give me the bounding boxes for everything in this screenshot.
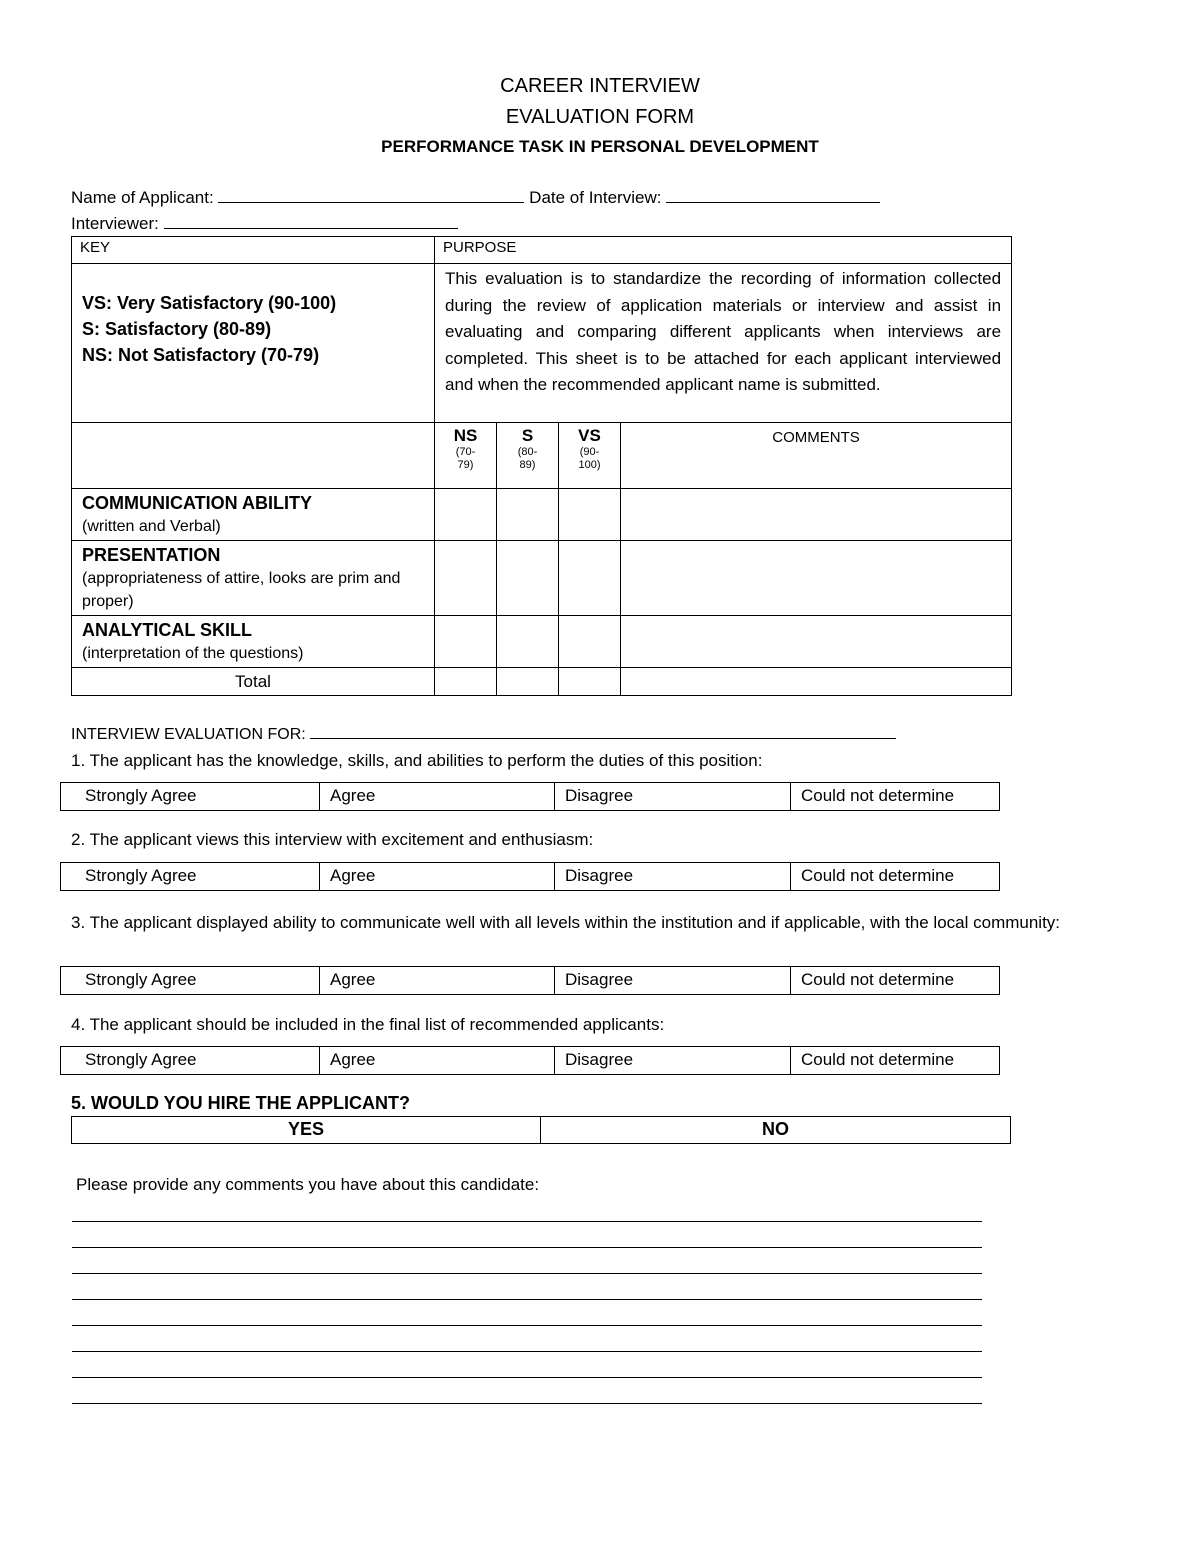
criterion-desc: (interpretation of the questions) bbox=[82, 645, 304, 662]
score-cell-vs[interactable] bbox=[559, 541, 621, 616]
option-agree[interactable]: Agree bbox=[320, 863, 555, 891]
score-cell-vs[interactable] bbox=[559, 616, 621, 668]
score-col-code: VS bbox=[578, 426, 601, 445]
total-label: Total bbox=[72, 668, 435, 696]
hire-no-option[interactable]: NO bbox=[541, 1117, 1011, 1144]
rating-table bbox=[71, 236, 1012, 696]
evaluation-for-label: INTERVIEW EVALUATION FOR: bbox=[71, 726, 306, 743]
question-3: 3. The applicant displayed ability to communicate well with all levels within the institution and if applicable, with the local community: bbox=[71, 913, 1061, 932]
comment-line bbox=[72, 1403, 982, 1404]
question-2: 2. The applicant views this interview with excitement and enthusiasm: bbox=[71, 830, 594, 849]
question-1: 1. The applicant has the knowledge, skills, and abilities to perform the duties of this position: bbox=[71, 751, 763, 770]
option-could-not-determine[interactable]: Could not determine bbox=[791, 863, 1000, 891]
applicant-label: Name of Applicant: bbox=[71, 188, 214, 207]
score-col-range: (90- bbox=[579, 446, 600, 458]
option-agree[interactable]: Agree bbox=[320, 1047, 555, 1075]
form-title-line1: CAREER INTERVIEW bbox=[500, 75, 700, 97]
hire-options bbox=[71, 1116, 1011, 1144]
key-vs: VS: Very Satisfactory (90-100) bbox=[82, 293, 337, 313]
score-col-code: S bbox=[521, 426, 534, 445]
score-cell-ns[interactable] bbox=[435, 541, 497, 616]
score-cell-s[interactable] bbox=[497, 616, 559, 668]
option-agree[interactable]: Agree bbox=[320, 783, 555, 811]
option-disagree[interactable]: Disagree bbox=[555, 967, 791, 995]
option-disagree[interactable]: Disagree bbox=[555, 783, 791, 811]
comment-line bbox=[72, 1299, 982, 1300]
criterion-desc: (written and Verbal) bbox=[82, 518, 221, 535]
total-comment-cell[interactable] bbox=[621, 668, 1012, 696]
comments-prompt: Please provide any comments you have about this candidate: bbox=[76, 1175, 540, 1194]
interviewer-label: Interviewer: bbox=[71, 214, 159, 233]
hire-yes-option[interactable]: YES bbox=[72, 1117, 541, 1144]
score-cell-ns[interactable] bbox=[435, 616, 497, 668]
applicant-name-field[interactable] bbox=[218, 188, 524, 203]
score-cell-ns[interactable] bbox=[435, 489, 497, 541]
option-could-not-determine[interactable]: Could not determine bbox=[791, 783, 1000, 811]
applicant-date-row bbox=[71, 188, 880, 208]
option-strongly-agree[interactable]: Strongly Agree bbox=[61, 1047, 320, 1075]
total-cell-vs[interactable] bbox=[559, 668, 621, 696]
key-s: S: Satisfactory (80-89) bbox=[82, 319, 272, 339]
option-could-not-determine[interactable]: Could not determine bbox=[791, 967, 1000, 995]
question-4-options bbox=[60, 1046, 1000, 1075]
criteria-header-blank bbox=[72, 423, 435, 489]
comment-cell[interactable] bbox=[621, 541, 1012, 616]
option-disagree[interactable]: Disagree bbox=[555, 1047, 791, 1075]
comment-cell[interactable] bbox=[621, 489, 1012, 541]
question-2-options bbox=[60, 862, 1000, 891]
comment-line bbox=[72, 1351, 982, 1352]
criterion-title: COMMUNICATION ABILITY bbox=[82, 493, 312, 513]
total-cell-s[interactable] bbox=[497, 668, 559, 696]
option-could-not-determine[interactable]: Could not determine bbox=[791, 1047, 1000, 1075]
date-label: Date of Interview: bbox=[529, 188, 662, 207]
question-4: 4. The applicant should be included in the final list of recommended applicants: bbox=[71, 1015, 665, 1034]
score-col-code: NS bbox=[453, 426, 478, 445]
evaluation-for-field[interactable] bbox=[310, 724, 896, 739]
key-legend bbox=[72, 264, 435, 423]
criterion-desc: (appropriateness of attire, looks are prim and proper) bbox=[82, 570, 401, 610]
interview-date-field[interactable] bbox=[666, 188, 880, 203]
criterion-title: PRESENTATION bbox=[82, 545, 221, 565]
criterion-title: ANALYTICAL SKILL bbox=[82, 620, 253, 640]
comments-header: COMMENTS bbox=[621, 423, 1012, 489]
evaluation-for-row bbox=[71, 724, 896, 744]
comment-cell[interactable] bbox=[621, 616, 1012, 668]
option-agree[interactable]: Agree bbox=[320, 967, 555, 995]
key-header: KEY bbox=[72, 237, 435, 264]
score-col-s bbox=[497, 423, 559, 489]
total-cell-ns[interactable] bbox=[435, 668, 497, 696]
score-col-range: (70- bbox=[455, 446, 476, 458]
option-strongly-agree[interactable]: Strongly Agree bbox=[61, 863, 320, 891]
criterion-analytical bbox=[72, 616, 435, 668]
criterion-communication bbox=[72, 489, 435, 541]
option-disagree[interactable]: Disagree bbox=[555, 863, 791, 891]
form-title-line2: EVALUATION FORM bbox=[505, 106, 695, 128]
comment-line bbox=[72, 1221, 982, 1222]
key-ns: NS: Not Satisfactory (70-79) bbox=[82, 345, 320, 365]
interviewer-row bbox=[71, 214, 458, 234]
form-subtitle: PERFORMANCE TASK IN PERSONAL DEVELOPMENT bbox=[381, 137, 819, 156]
option-strongly-agree[interactable]: Strongly Agree bbox=[61, 967, 320, 995]
score-col-range: (80- bbox=[517, 446, 538, 458]
purpose-text: This evaluation is to standardize the recording of information collected during the review of application materials or interview and assist in evaluating and comparing different applicants when interviews are completed. This sheet is to be attached for each applicant interviewed and when the recommended applicant name is submitted. bbox=[435, 264, 1012, 423]
score-cell-s[interactable] bbox=[497, 489, 559, 541]
comment-line bbox=[72, 1325, 982, 1326]
question-1-options bbox=[60, 782, 1000, 811]
score-cell-vs[interactable] bbox=[559, 489, 621, 541]
question-3-options bbox=[60, 966, 1000, 995]
score-col-ns bbox=[435, 423, 497, 489]
hire-question: 5. WOULD YOU HIRE THE APPLICANT? bbox=[71, 1093, 411, 1113]
score-col-vs bbox=[559, 423, 621, 489]
interviewer-field[interactable] bbox=[164, 214, 458, 229]
criterion-presentation bbox=[72, 541, 435, 616]
option-strongly-agree[interactable]: Strongly Agree bbox=[61, 783, 320, 811]
comment-line bbox=[72, 1273, 982, 1274]
comment-line bbox=[72, 1247, 982, 1248]
comment-line bbox=[72, 1377, 982, 1378]
score-col-range: 100) bbox=[578, 459, 601, 471]
score-col-range: 89) bbox=[519, 459, 536, 471]
purpose-header: PURPOSE bbox=[435, 237, 1012, 264]
score-cell-s[interactable] bbox=[497, 541, 559, 616]
score-col-range: 79) bbox=[457, 459, 474, 471]
